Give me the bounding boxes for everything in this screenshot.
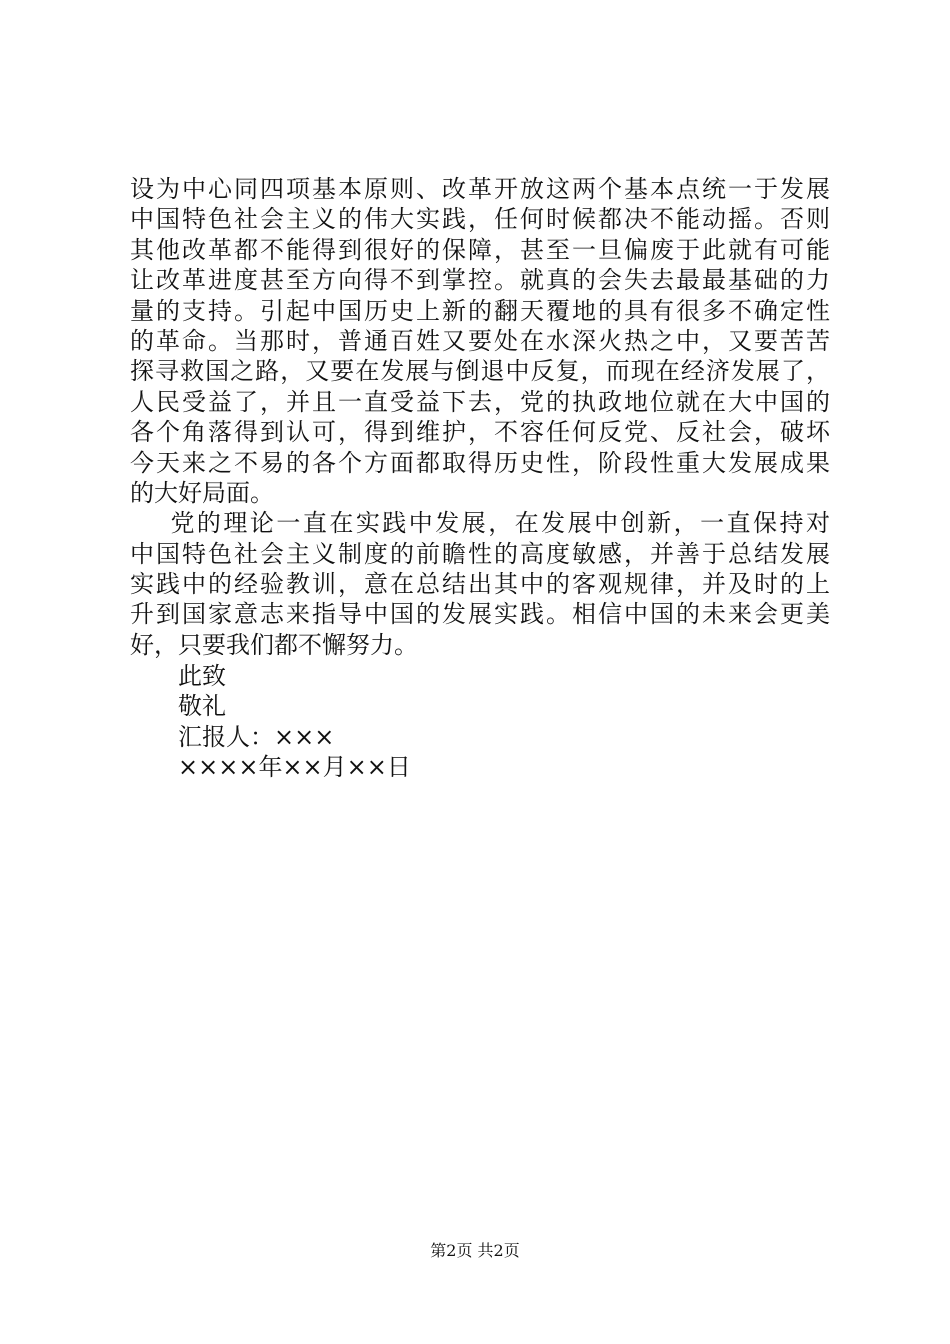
text-line: 探寻救国之路，又要在发展与倒退中反复，而现在经济发展了， xyxy=(130,357,830,386)
text-line: 让改革进度甚至方向得不到掌控。就真的会失去最最基础的力 xyxy=(130,266,830,295)
text-line: 党的理论一直在实践中发展，在发展中创新，一直保持对 xyxy=(130,509,830,538)
paragraph-2 xyxy=(130,508,830,660)
text-line: 实践中的经验教训，意在总结出其中的客观规律，并及时的上 xyxy=(130,570,830,599)
text-line: 中国特色社会主义的伟大实践，任何时候都决不能动摇。否则 xyxy=(130,205,830,234)
text-line: 升到国家意志来指导中国的发展实践。相信中国的未来会更美 xyxy=(130,600,830,629)
text-line: 其他改革都不能得到很好的保障，甚至一旦偏废于此就有可能 xyxy=(130,235,830,264)
text-line: 人民受益了，并且一直受益下去，党的执政地位就在大中国的 xyxy=(130,387,830,416)
text-line: 设为中心同四项基本原则、改革开放这两个基本点统一于发展 xyxy=(130,175,830,203)
document-body xyxy=(130,174,830,660)
text-line: 好，只要我们都不懈努力。 xyxy=(130,630,418,659)
reporter-signature: 汇报人：××× xyxy=(178,722,335,751)
paragraph-1 xyxy=(130,174,830,508)
salutation-ci-zhi: 此致 xyxy=(178,662,226,690)
text-line: 今天来之不易的各个方面都取得历史性，阶段性重大发展成果 xyxy=(130,448,830,477)
report-date: ××××年××月××日 xyxy=(178,753,411,782)
text-line: 中国特色社会主义制度的前瞻性的高度敏感，并善于总结发展 xyxy=(130,539,830,568)
text-line: 量的支持。引起中国历史上新的翻天覆地的具有很多不确定性 xyxy=(130,296,830,325)
closing-block xyxy=(178,661,411,783)
text-line: 的革命。当那时，普通百姓又要处在水深火热之中，又要苦苦 xyxy=(130,326,830,355)
page-footer: 第2页 共2页 xyxy=(430,1241,520,1260)
salutation-jing-li: 敬礼 xyxy=(178,692,226,721)
text-line: 的大好局面。 xyxy=(130,478,274,507)
text-line: 各个角落得到认可，得到维护，不容任何反党、反社会，破坏 xyxy=(130,418,830,447)
